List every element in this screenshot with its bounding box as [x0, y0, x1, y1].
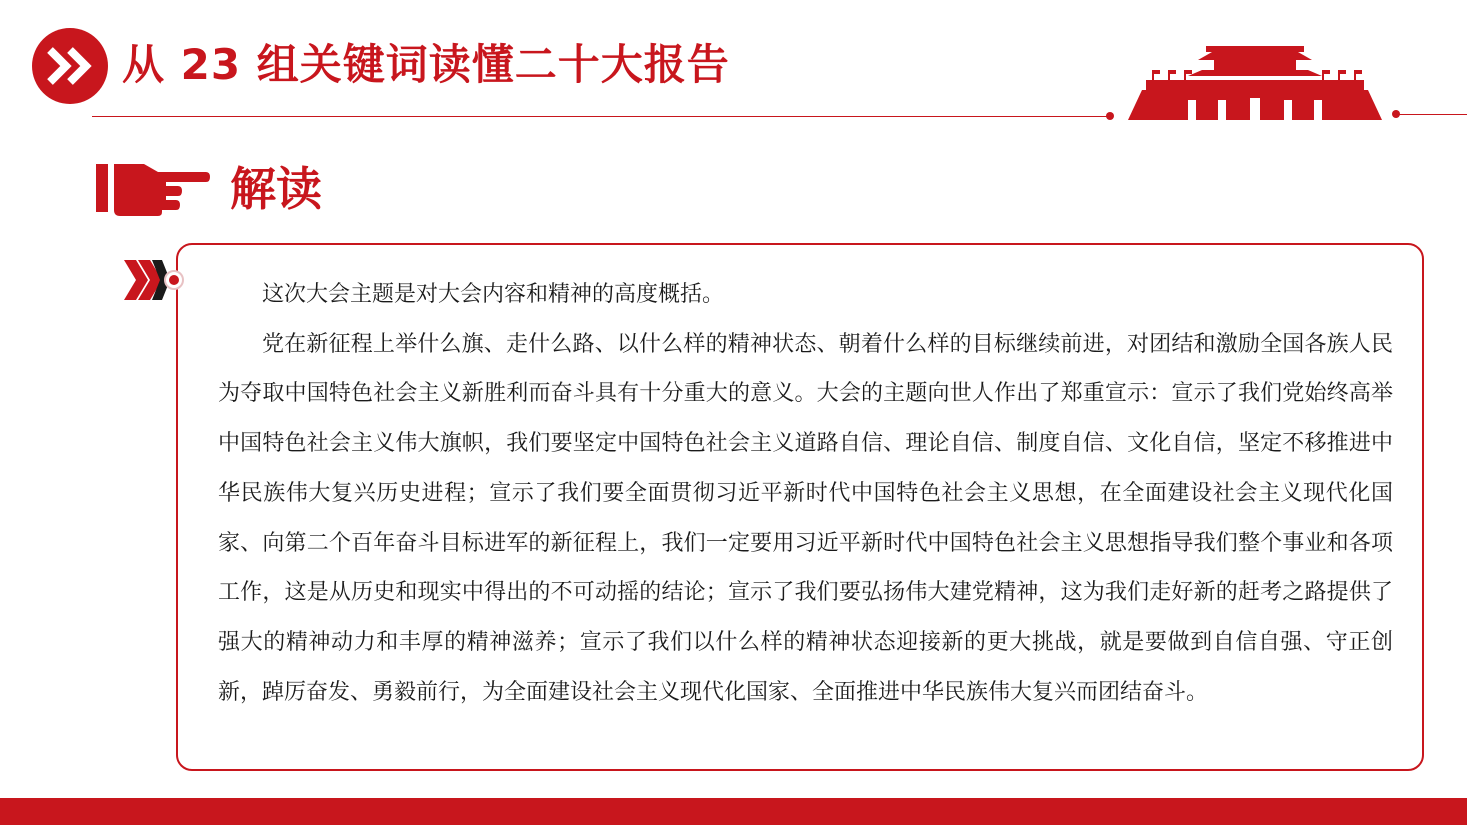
divider-dot [1106, 112, 1114, 120]
body-text [218, 270, 1393, 717]
section-title: 解读 [230, 162, 322, 216]
double-chevron-right-icon [32, 28, 108, 104]
tiananmen-gate-icon [1128, 44, 1382, 120]
page-title: 从 23 组关键词读懂二十大报告 [122, 40, 730, 89]
header-divider [92, 116, 1110, 117]
pointing-hand-icon [96, 158, 210, 218]
paragraph: 这次大会主题是对大会内容和精神的高度概括。 [262, 282, 725, 307]
title-badge [32, 28, 108, 104]
content-marker-dot [164, 270, 184, 290]
footer-bar [0, 798, 1467, 825]
paragraph: 党在新征程上举什么旗、走什么路、以什么样的精神状态、朝着什么样的目标继续前进，对团结和激励全国各族人民为夺取中国特色社会主义新胜利而奋斗具有十分重大的意义。大会的主题向世人作出了郑重宣示：宣示了我们党始终高举中国特色社会主义伟大旗帜，我们要坚定中国特色社会主义道路自信、理论自信、制度自信、文化自信，坚定不移推进中华民族伟大复兴历史进程；宣示了我们要全面贯彻习近平新时代中国特色社会主义思想，在全面建设社会主义现代化国家、向第二个百年奋斗目标进军的新征程上，我们一定要用习近平新时代中国特色社会主义思想指导我们整个事业和各项工作，这是从历史和现实中得出的不可动摇的结论；宣示了我们要弘扬伟大建党精神，这为我们走好新的赶考之路提供了强大的精神动力和丰厚的精神滋养；宣示了我们以什么样的精神状态迎接新的更大挑战，就是要做到自信自强、守正创新，踔厉奋发、勇毅前行，为全面建设社会主义现代化国家、全面推进中华民族伟大复兴而团结奋斗。 [218, 331, 1393, 705]
header-divider-right [1398, 114, 1467, 115]
